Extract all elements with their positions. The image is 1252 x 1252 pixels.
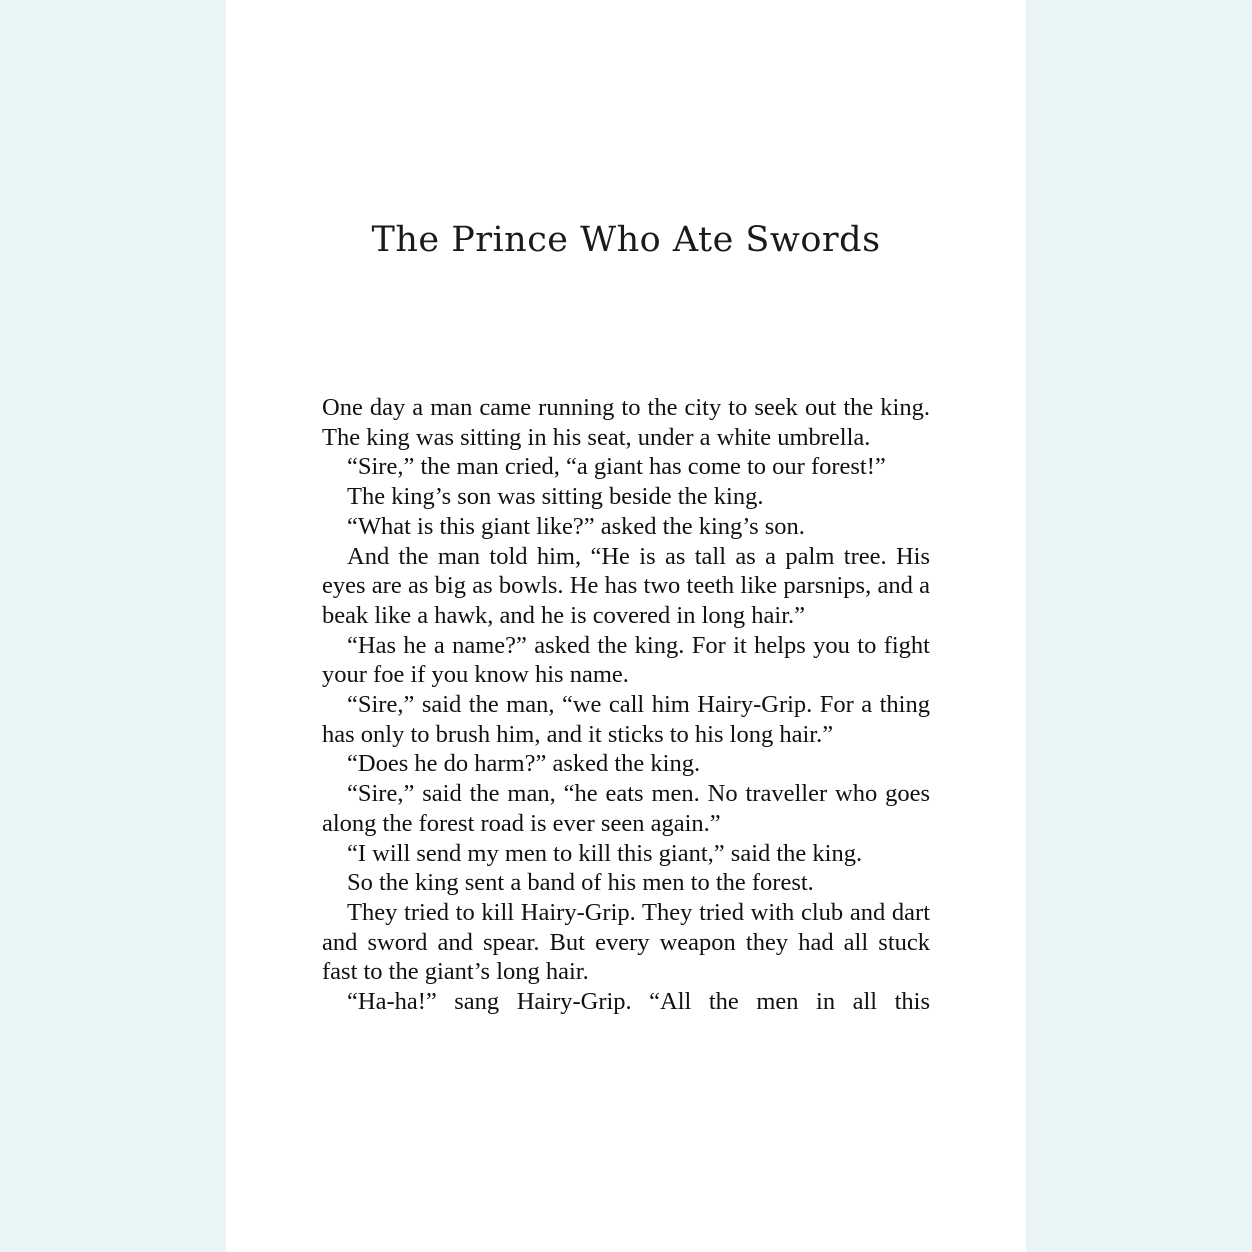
paragraph: The king’s son was sitting beside the king. [347,483,764,511]
paragraph: “Sire,” said the man, “we call him Hairy-Grip. For a thing has only to brush him, and it sticks to his long hair.” [322,691,930,748]
paragraph: One day a man came running to the city to seek out the king. The king was sitting in his seat, under a white umbrella. [322,394,930,451]
paragraph: And the man told him, “He is as tall as a palm tree. His eyes are as big as bowls. He has two teeth like parsnips, and a beak like a hawk, and he is covered in long hair.” [322,542,930,629]
paragraph: “Does he do harm?” asked the king. [347,750,701,778]
story-text [322,393,930,1017]
paragraph: So the king sent a band of his men to the forest. [347,869,814,897]
chapter-title: The Prince Who Ate Swords [371,220,881,260]
paragraph: “Ha-ha!” sang Hairy-Grip. “All the men in all this [347,988,930,1016]
paragraph: “Sire,” the man cried, “a giant has come to our forest!” [347,453,886,481]
paragraph: “What is this giant like?” asked the king’s son. [347,512,805,540]
paragraph: “Has he a name?” asked the king. For it helps you to fight your foe if you know his name. [322,631,930,689]
paragraph: They tried to kill Hairy-Grip. They tried with club and dart and sword and spear. But every weapon they had all stuck fast to the giant’s long hair. [322,898,930,986]
book-page [226,0,1026,1252]
paragraph: “Sire,” said the man, “he eats men. No traveller who goes along the forest road is ever seen again.” [322,780,930,837]
paragraph: “I will send my men to kill this giant,” said the king. [347,839,863,867]
